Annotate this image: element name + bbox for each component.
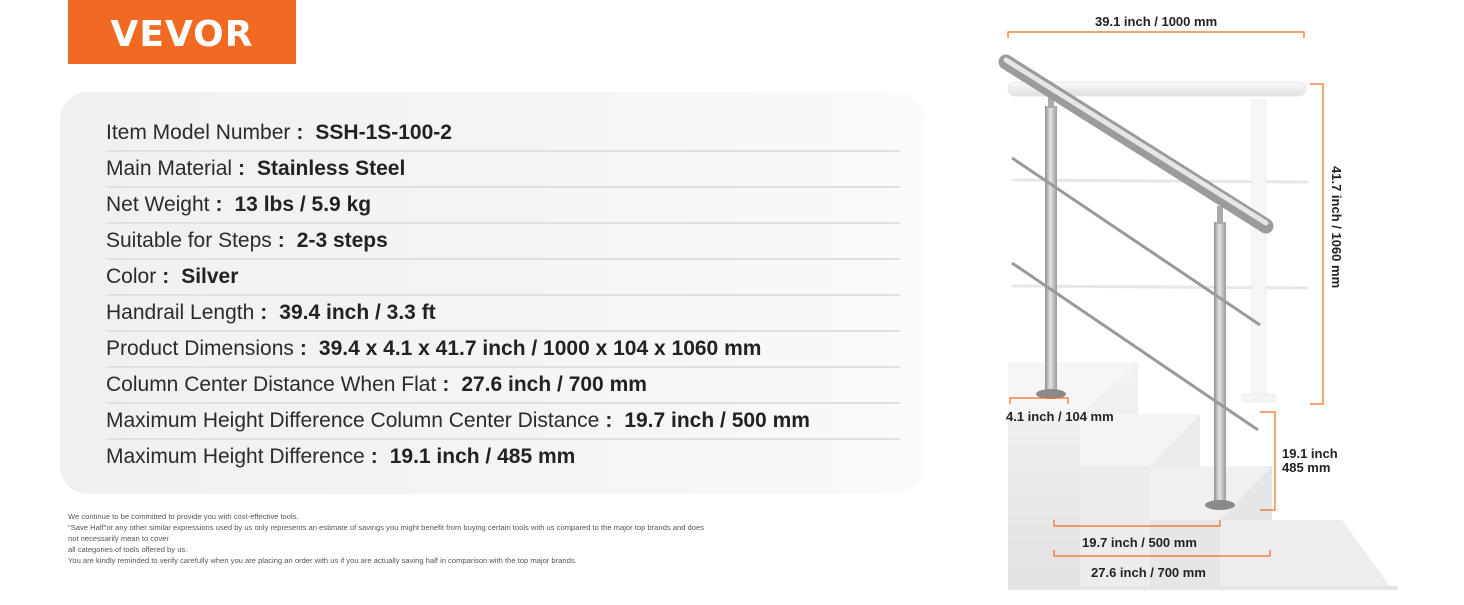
spec-row	[106, 151, 900, 187]
dim-column-distance-flat: 27.6 inch / 700 mm	[1091, 565, 1206, 580]
spec-separator: :	[260, 301, 268, 324]
disclaimer-line: all categories of tools offered by us.	[68, 545, 188, 554]
spec-value: Stainless Steel	[257, 157, 406, 180]
spec-separator: :	[215, 193, 223, 216]
spec-separator: :	[277, 229, 285, 252]
spec-panel	[60, 92, 924, 494]
spec-value: 39.4 inch / 3.3 ft	[279, 301, 436, 324]
spec-label: Column Center Distance When Flat	[106, 373, 437, 396]
spec-value: 13 lbs / 5.9 kg	[234, 193, 372, 216]
dim-top-width: 39.1 inch / 1000 mm	[1095, 14, 1218, 29]
spec-row	[106, 259, 900, 295]
spec-value: 27.6 inch / 700 mm	[461, 373, 647, 396]
spec-value: Silver	[181, 265, 239, 288]
vevor-logo	[68, 0, 296, 64]
disclaimer-line: not necessarily mean to cover	[68, 534, 169, 543]
spec-label: Product Dimensions	[106, 337, 294, 360]
dim-base-width: 4.1 inch / 104 mm	[1006, 409, 1114, 424]
spec-value: SSH-1S-100-2	[315, 121, 452, 144]
dim-height-diff-mm: 485 mm	[1282, 460, 1331, 475]
spec-label: Main Material	[106, 157, 233, 180]
disclaimer	[68, 511, 828, 566]
spec-row	[106, 403, 900, 439]
spec-separator: :	[299, 337, 307, 360]
spec-label: Maximum Height Difference	[106, 445, 365, 468]
disclaimer-line: We continue to be committed to provide you with cost-effective tools.	[68, 512, 299, 521]
spec-label: Handrail Length	[106, 301, 255, 324]
spec-separator: :	[296, 121, 304, 144]
spec-label: Maximum Height Difference Column Center Distance	[106, 409, 600, 432]
spec-row	[106, 439, 900, 475]
dim-height-diff-inch: 19.1 inch	[1282, 446, 1338, 461]
spec-separator: :	[370, 445, 378, 468]
dim-height: 41.7 inch / 1060 mm	[1329, 166, 1344, 289]
spec-separator: :	[162, 265, 170, 288]
spec-separator: :	[605, 409, 613, 432]
dim-column-distance-slope: 19.7 inch / 500 mm	[1082, 535, 1197, 550]
spec-separator: :	[238, 157, 246, 180]
spec-value: 19.7 inch / 500 mm	[624, 409, 810, 432]
handrail-illustration	[990, 0, 1430, 600]
spec-row	[106, 223, 900, 259]
spec-row	[106, 331, 900, 367]
spec-value: 39.4 x 4.1 x 41.7 inch / 1000 x 104 x 1060 mm	[318, 337, 762, 360]
spec-row	[106, 367, 900, 403]
disclaimer-line: You are kindly reminded to verify carefully when you are placing an order with us if you are actually saving half in comparison with the top major brands.	[68, 556, 577, 565]
handrail-diagram	[990, 0, 1430, 600]
spec-row	[106, 295, 900, 331]
spec-value: 2-3 steps	[296, 229, 388, 252]
spec-label: Net Weight	[106, 193, 210, 216]
spec-label: Suitable for Steps	[106, 229, 272, 252]
logo-text: VEVOR	[110, 13, 254, 55]
spec-label: Color	[106, 265, 157, 288]
spec-row	[106, 187, 900, 223]
disclaimer-line: "Save Half"or any other similar expressions used by us only represents an estimate of savings you might benefit from buying certain tools with us compared to the major top brands and does	[68, 523, 704, 532]
spec-row	[106, 115, 900, 151]
spec-value: 19.1 inch / 485 mm	[389, 445, 576, 468]
spec-separator: :	[442, 373, 450, 396]
spec-label: Item Model Number	[106, 121, 291, 144]
